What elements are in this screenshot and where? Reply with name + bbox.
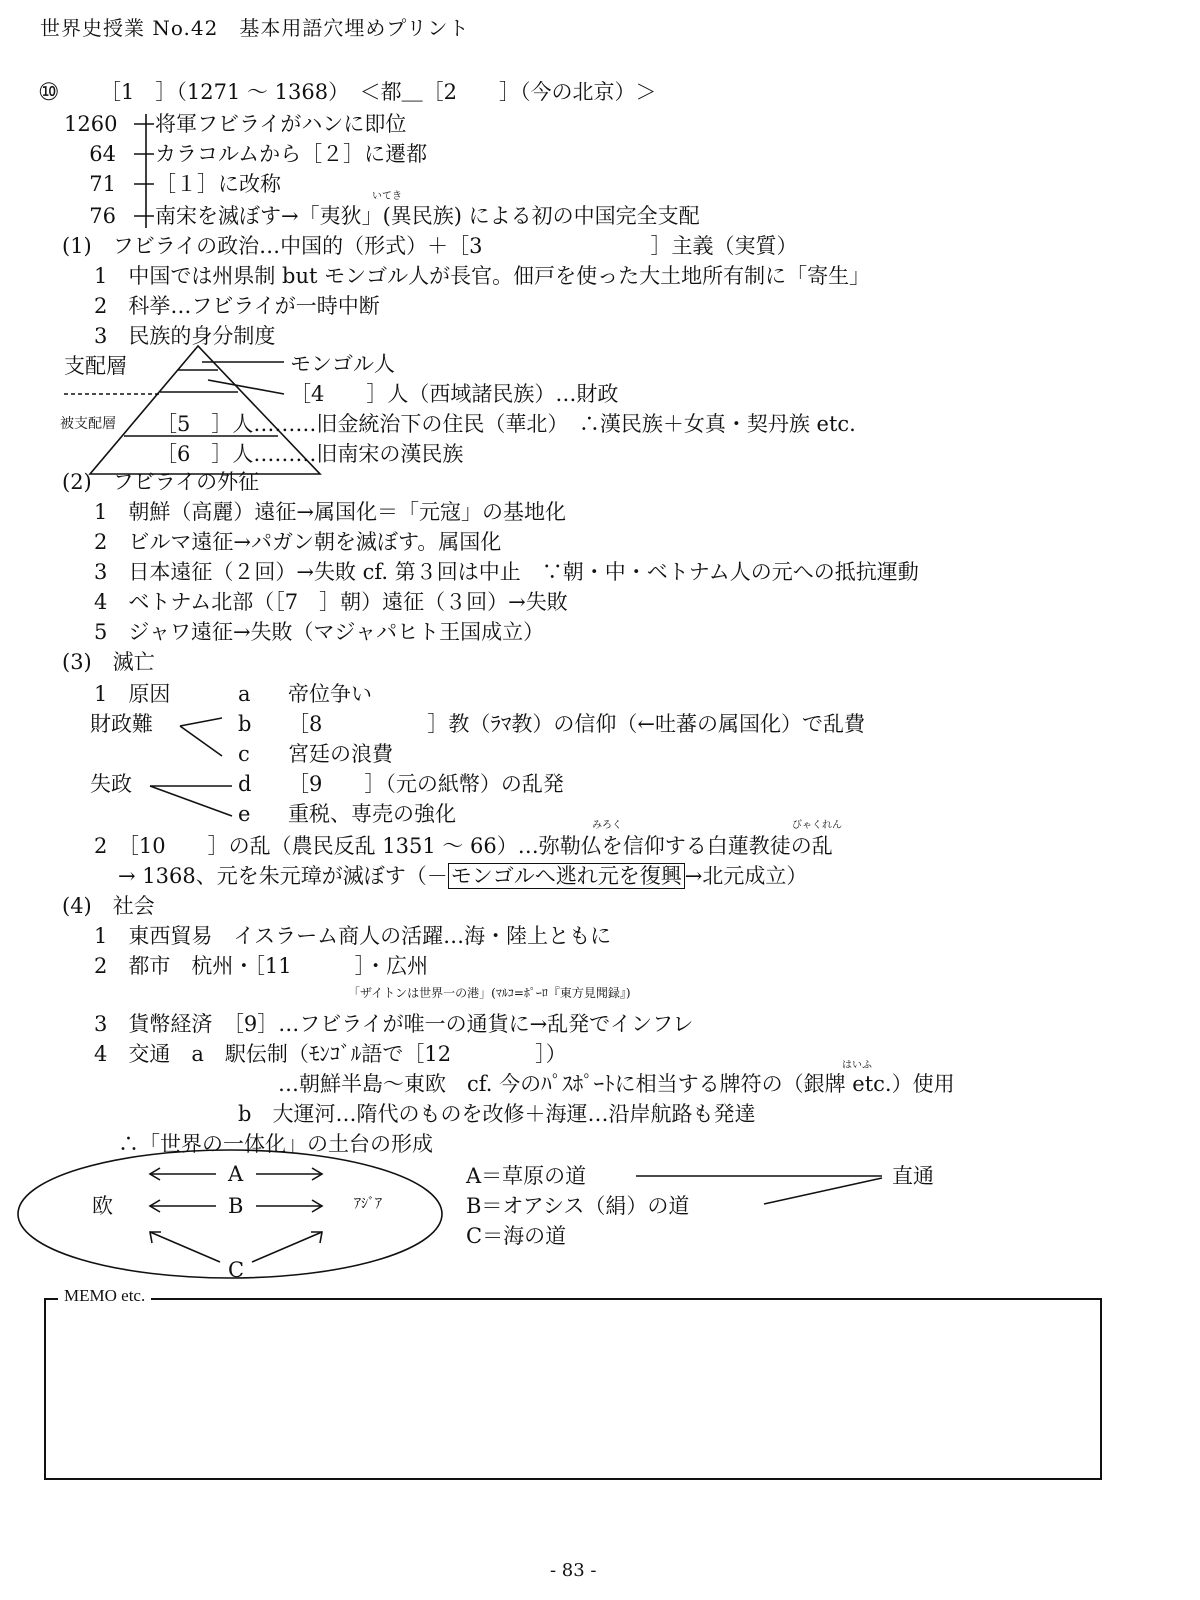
- misrule-to-e: [150, 786, 232, 816]
- memo-box[interactable]: [44, 1298, 1102, 1480]
- diagram-left-label: 欧: [92, 1194, 113, 1218]
- timeline-event: ［１］に改称: [155, 172, 281, 196]
- pyramid-row-6: ［6 ］人………旧南宋の漢民族: [156, 442, 464, 466]
- cause-key: d: [238, 772, 252, 796]
- section-marker: ⑩: [38, 78, 60, 106]
- route-b-label: B: [228, 1194, 244, 1218]
- cause-text: 重税、専売の強化: [288, 802, 456, 826]
- part2-item: 1 朝鮮（高麗）遠征→属国化＝「元寇」の基地化: [94, 500, 566, 524]
- timeline-event: カラコルムから［２］に遷都: [155, 142, 428, 166]
- route-a-label: A: [228, 1162, 244, 1186]
- legend-a: A＝草原の道: [466, 1164, 587, 1188]
- finance-to-c: [180, 726, 222, 756]
- pyramid-triangle: [90, 346, 320, 474]
- cause-text: ［9 ］（元の紙幣）の乱発: [288, 772, 564, 796]
- part1-item: 3 民族的身分制度: [94, 324, 276, 348]
- ruby-byakuren: びゃくれん: [792, 820, 842, 831]
- fall-prefix: → 1368、元を朱元璋が滅ぼす（－: [118, 864, 448, 888]
- pyramid-row-4: ［4 ］人（西域諸民族）…財政: [290, 382, 619, 406]
- part1-item: 1 中国では州県制 but モンゴル人が長官。佃戸を使った大土地所有制に「寄生」: [94, 264, 871, 288]
- ruby-iteki: いてき: [372, 191, 402, 202]
- cause-group-finance: 財政難: [90, 712, 153, 736]
- timeline-year: 64: [89, 142, 116, 166]
- part2-item: 2 ビルマ遠征→パガン朝を滅ぼす。属国化: [94, 530, 502, 554]
- diagram-ellipse: [18, 1150, 442, 1278]
- part3-heading: (3) 滅亡: [62, 650, 155, 674]
- timeline-event: 南宋を滅ぼす→「夷狄」(異民族) による初の中国完全支配: [155, 204, 700, 228]
- transport-b: b 大運河…隋代のものを改修＋海運…沿岸航路も発達: [238, 1102, 756, 1126]
- memo-label: MEMO etc.: [58, 1286, 151, 1306]
- timeline-year: 1260: [64, 112, 118, 136]
- part1-heading: (1) フビライの政治…中国的（形式）＋［3 ］主義（実質）: [62, 234, 798, 258]
- zaiton-note: 「ザイトンは世界一の港」(ﾏﾙｺ=ﾎﾟｰﾛ『東方見聞録』): [348, 986, 631, 1000]
- cause-key: b: [238, 712, 252, 736]
- legend-b: B＝オアシス（絹）の道: [466, 1194, 690, 1218]
- cause-key: c: [238, 742, 250, 766]
- timeline-event: 将軍フビライがハンに即位: [155, 112, 407, 136]
- finance-to-b: [180, 718, 222, 726]
- cause-label: 1 原因: [94, 682, 171, 706]
- legend-c: C＝海の道: [466, 1224, 567, 1248]
- pyramid-ruled-label: 被支配層: [60, 416, 116, 432]
- page-number: - 83 -: [550, 1560, 597, 1581]
- part2-item: 3 日本遠征（２回）→失敗 cf. 第３回は中止 ∵朝・中・ベトナム人の元への抵抗運動: [94, 560, 919, 584]
- ruby-miroku: みろく: [592, 820, 622, 831]
- part4-item: 3 貨幣経済 ［9］…フビライが唯一の通貨に→乱発でインフレ: [94, 1012, 694, 1036]
- cause-group-misrule: 失政: [90, 772, 132, 796]
- part3-item2: 2 ［10 ］の乱（農民反乱 1351 ～ 66）…弥勒仏を信仰する白蓮教徒の乱: [94, 834, 833, 858]
- cause-text: ［8 ］教（ﾗﾏ教）の信仰（←吐蕃の属国化）で乱費: [288, 712, 865, 736]
- cause-text: 宮廷の浪費: [288, 742, 393, 766]
- fall-suffix: →北元成立）: [684, 864, 808, 888]
- part4-item: 2 都市 杭州・［11 ］・広州: [94, 954, 429, 978]
- route-c-label: C: [228, 1258, 245, 1282]
- part4-item: 4 交通 a 駅伝制（ﾓﾝｺﾞﾙ語で［12 ］）: [94, 1042, 567, 1066]
- part4-item: 1 東西貿易 イスラーム商人の活躍…海・陸上ともに: [94, 924, 612, 948]
- timeline-year: 76: [89, 204, 116, 228]
- direct-label: 直通: [892, 1164, 934, 1188]
- part2-heading: (2) フビライの外征: [62, 470, 260, 494]
- section-title-line: ［1 ］（1271 ～ 1368） ＜都＿［2 ］（今の北京）＞: [100, 80, 657, 104]
- cause-key: e: [238, 802, 251, 826]
- ruby-haifu: はいふ: [842, 1060, 872, 1071]
- page-header-title: 世界史授業 No.42 基本用語穴埋めプリント: [40, 16, 470, 40]
- timeline-year: 71: [89, 172, 116, 196]
- pyramid-row-mongol: モンゴル人: [290, 352, 395, 376]
- pyramid-row-5: ［5 ］人………旧金統治下の住民（華北） ∴漢民族＋女真・契丹族 etc.: [156, 412, 856, 436]
- part1-item: 2 科挙…フビライが一時中断: [94, 294, 380, 318]
- part4-heading: (4) 社会: [62, 894, 155, 918]
- transport-continuation: …朝鮮半島～東欧 cf. 今のﾊﾟｽﾎﾟｰﾄに相当する牌符の（銀牌 etc.）使用: [278, 1072, 955, 1096]
- fall-boxed-text: モンゴルへ逃れ元を復興: [448, 863, 685, 889]
- part2-item: 5 ジャワ遠征→失敗（マジャパヒト王国成立）: [94, 620, 545, 644]
- conclusion: ∴「世界の一体化」の土台の形成: [118, 1132, 433, 1156]
- diagram-right-label: ｱｼﾞｱ: [354, 1196, 382, 1212]
- pyramid-ruling-label: 支配層: [64, 354, 127, 378]
- cause-key: a: [238, 682, 251, 706]
- part2-item: 4 ベトナム北部（［7 ］朝）遠征（３回）→失敗: [94, 590, 568, 614]
- cause-text: 帝位争い: [288, 682, 372, 706]
